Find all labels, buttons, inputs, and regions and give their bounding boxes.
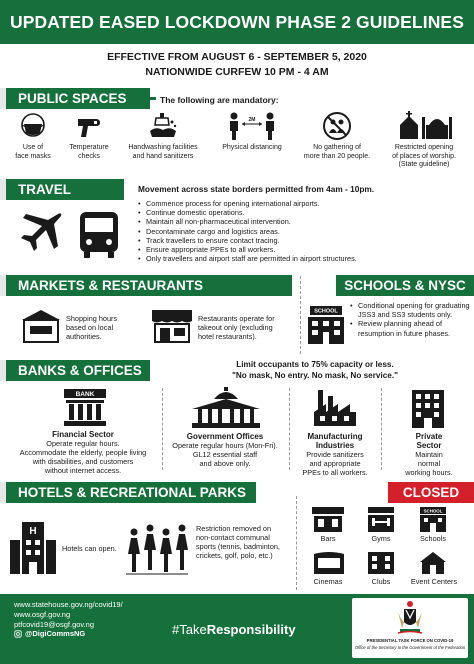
section-title: BANKS & OFFICES — [18, 363, 142, 378]
restaurants-text — [198, 314, 275, 341]
svg-text:H: H — [29, 526, 37, 537]
text-line: crickets, golf, polo, etc.) — [196, 551, 273, 560]
text-line: Restaurants operate for — [198, 314, 275, 323]
no-mask-line: "No mask, No entry. No mask, No service." — [232, 370, 398, 380]
section-closed — [388, 482, 474, 503]
footer-links — [14, 600, 123, 639]
face-mask-icon — [18, 111, 48, 141]
text-line: sports (tennis, badminton, — [196, 542, 280, 551]
schools-bullets — [350, 301, 470, 338]
text-line: Maintain — [415, 450, 443, 459]
rule-label: and hand sanitizers — [132, 152, 194, 160]
divider — [381, 388, 382, 470]
list-item: • Conditional opening for graduating JSS3 and SS3 students only. — [350, 301, 470, 319]
rule-face-masks — [8, 111, 58, 161]
text-line: Shopping hours — [66, 314, 118, 323]
manufacturing-title: Industries — [315, 441, 355, 450]
restaurant-icon — [150, 308, 194, 344]
list-item: • Review planning ahead of resumption in future phases. — [350, 319, 470, 337]
statehouse-link[interactable]: www.statehouse.gov.ng/covid19/ — [14, 600, 123, 609]
section-title: CLOSED — [402, 485, 460, 500]
curfew-line: NATIONWIDE CURFEW 10 PM - 4 AM — [145, 66, 329, 78]
effective-date-line: EFFECTIVE FROM AUGUST 6 - SEPTEMBER 5, 2020 — [107, 51, 367, 63]
travel-headline: Movement across state borders permitted from 4am - 10pm. — [138, 184, 375, 194]
hashtag-part: #Take — [172, 622, 207, 637]
rule-no-gathering — [298, 111, 376, 161]
text-line: hotel restaurants). — [198, 332, 257, 341]
capacity-notice — [160, 360, 470, 381]
closed-event-centers-label: Event Centers — [410, 577, 458, 586]
bank-sign-text: BANK — [75, 391, 95, 398]
text-line: GL12 essential staff — [192, 450, 258, 459]
instagram-icon — [14, 630, 22, 638]
factory-icon — [312, 388, 358, 428]
ptf-crest-panel — [352, 598, 468, 658]
divider — [162, 388, 163, 470]
text-line: takeout only (excluding — [198, 323, 273, 332]
handwash-icon — [146, 111, 180, 141]
text-line: Restriction removed on — [196, 524, 272, 533]
distance-icon — [222, 111, 282, 141]
divider — [300, 276, 301, 354]
mandatory-label: The following are mandatory: — [160, 95, 279, 105]
worship-icon — [396, 111, 452, 141]
divider — [296, 496, 297, 590]
airplane-icon — [14, 210, 64, 256]
bank-icon — [62, 387, 108, 427]
office-building-icon — [408, 388, 448, 430]
text-line: PPEs to all workers. — [302, 468, 368, 477]
event-center-icon — [418, 550, 448, 576]
rule-label: Restricted opening — [394, 144, 454, 151]
footer — [0, 594, 474, 664]
text-line: based on local — [66, 323, 114, 332]
thermometer-icon — [74, 111, 104, 141]
section-hotels-parks — [0, 482, 256, 503]
text-line: and above only. — [199, 459, 251, 468]
closed-schools-label: Schools — [420, 534, 446, 543]
rule-temperature — [62, 111, 116, 161]
rule-label: Handwashing facilities — [128, 144, 198, 151]
text-line: non-contact communal — [196, 533, 270, 542]
crest-subcaption: Office of the Secretary to the Government of the Federation — [354, 645, 466, 650]
section-title: TRAVEL — [18, 182, 71, 197]
email-link[interactable]: ptfcovid19@osgf.gov.ng — [14, 619, 95, 629]
section-title: PUBLIC SPACES — [18, 91, 127, 106]
list-item: • Maintain all non-pharmaceutical intervention. — [138, 217, 468, 226]
private-title: Private — [415, 432, 443, 441]
school-sign-text: SCHOOL — [314, 308, 338, 315]
list-item: • Ensure appropriate PPEs to all workers. — [138, 245, 468, 254]
social-handle-text: @DigiCommsNG — [25, 629, 86, 639]
coat-of-arms-icon — [396, 600, 424, 636]
closed-cinemas-label: Cinemas — [313, 577, 343, 586]
government-building-icon — [190, 387, 262, 429]
bar-icon — [310, 505, 346, 533]
list-item: • Commence process for opening international airports. — [138, 199, 468, 208]
closed-school-sign: SCHOOL — [423, 508, 443, 514]
cinema-icon — [312, 550, 346, 576]
section-travel — [0, 179, 124, 200]
rule-physical-distancing — [212, 111, 292, 153]
section-markets-restaurants — [0, 275, 292, 296]
social-handle[interactable] — [14, 629, 123, 639]
rule-label: checks — [78, 152, 100, 160]
club-icon — [366, 550, 396, 576]
list-item: • Decontaminate cargo and logistics areas. — [138, 227, 468, 236]
text-line: normal — [417, 459, 441, 468]
closed-clubs-label: Clubs — [371, 577, 391, 586]
private-sector — [386, 432, 472, 477]
hotel-icon — [8, 520, 58, 576]
market-stall-icon — [20, 308, 62, 344]
bus-icon — [76, 210, 122, 260]
text-line: Operate regular hours (Mon-Fri). — [172, 441, 278, 450]
gym-icon — [366, 505, 396, 533]
text-line: Operate regular hours. — [46, 439, 120, 448]
rule-label: of places of worship. — [392, 152, 456, 160]
financial-sector — [6, 430, 160, 475]
page-title: UPDATED EASED LOCKDOWN PHASE 2 GUIDELINES — [10, 11, 464, 32]
closed-school-icon — [418, 505, 448, 533]
text-line: working hours. — [405, 468, 453, 477]
divider — [289, 388, 290, 470]
travel-bullets — [138, 199, 468, 263]
rule-worship — [380, 111, 468, 170]
sports-people-icon — [124, 520, 190, 576]
rule-label: Physical distancing — [222, 144, 282, 151]
closed-gyms-label: Gyms — [371, 534, 391, 543]
text-line: and appropriate — [309, 459, 361, 468]
school-building-icon — [306, 304, 346, 346]
text-line: with disabilities, and customers — [32, 457, 134, 466]
text-line: authorities. — [66, 332, 102, 341]
sports-text — [196, 524, 280, 560]
section-public-spaces — [0, 88, 150, 109]
section-banks-offices — [0, 360, 150, 381]
rule-handwashing — [120, 111, 206, 161]
crest-caption: PRESIDENTIAL TASK FORCE ON COVID-19 — [366, 638, 454, 643]
government-title: Government Offices — [186, 432, 264, 441]
government-offices — [166, 432, 284, 468]
rule-label: No gathering of — [313, 144, 361, 151]
closed-bars-label: Bars — [320, 534, 336, 543]
rule-label: (State guideline) — [398, 161, 450, 168]
section-title: SCHOOLS & NYSC — [344, 278, 466, 293]
private-title: Sector — [416, 441, 442, 450]
distance-label: 2M — [248, 117, 256, 123]
osgf-link[interactable]: www.osgf.gov.ng — [14, 609, 71, 619]
hotels-text: Hotels can open. — [62, 544, 117, 553]
manufacturing-title: Manufacturing — [307, 432, 363, 441]
text-line: Accommodate the elderly, people living — [19, 448, 147, 457]
text-line: without internet access. — [44, 466, 122, 475]
list-item: • Only travellers and airport staff are permitted in airport structures. — [138, 254, 468, 263]
capacity-line: Limit occupants to 75% capacity or less. — [236, 360, 394, 369]
section-title: MARKETS & RESTAURANTS — [18, 278, 203, 293]
list-item: • Track travellers to ensure contact tracing. — [138, 236, 468, 245]
section-schools-nysc — [336, 275, 474, 296]
list-item: • Continue domestic operations. — [138, 208, 468, 217]
rule-label: more than 20 people. — [303, 152, 371, 160]
section-title: HOTELS & RECREATIONAL PARKS — [18, 485, 247, 500]
hashtag — [172, 622, 296, 637]
rule-label: face masks — [15, 152, 51, 160]
divider — [150, 97, 156, 100]
text-line: Provide sanitizers — [306, 450, 364, 459]
manufacturing-industries — [293, 432, 377, 477]
rule-label: Use of — [22, 144, 44, 151]
shopping-hours-text — [66, 314, 117, 341]
rule-label: Temperature — [69, 144, 109, 151]
header-banner — [0, 0, 474, 44]
hashtag-part-bold: Responsibility — [206, 622, 296, 637]
effective-dates — [0, 50, 474, 80]
no-gathering-icon — [322, 111, 352, 141]
financial-title: Financial Sector — [52, 430, 114, 439]
